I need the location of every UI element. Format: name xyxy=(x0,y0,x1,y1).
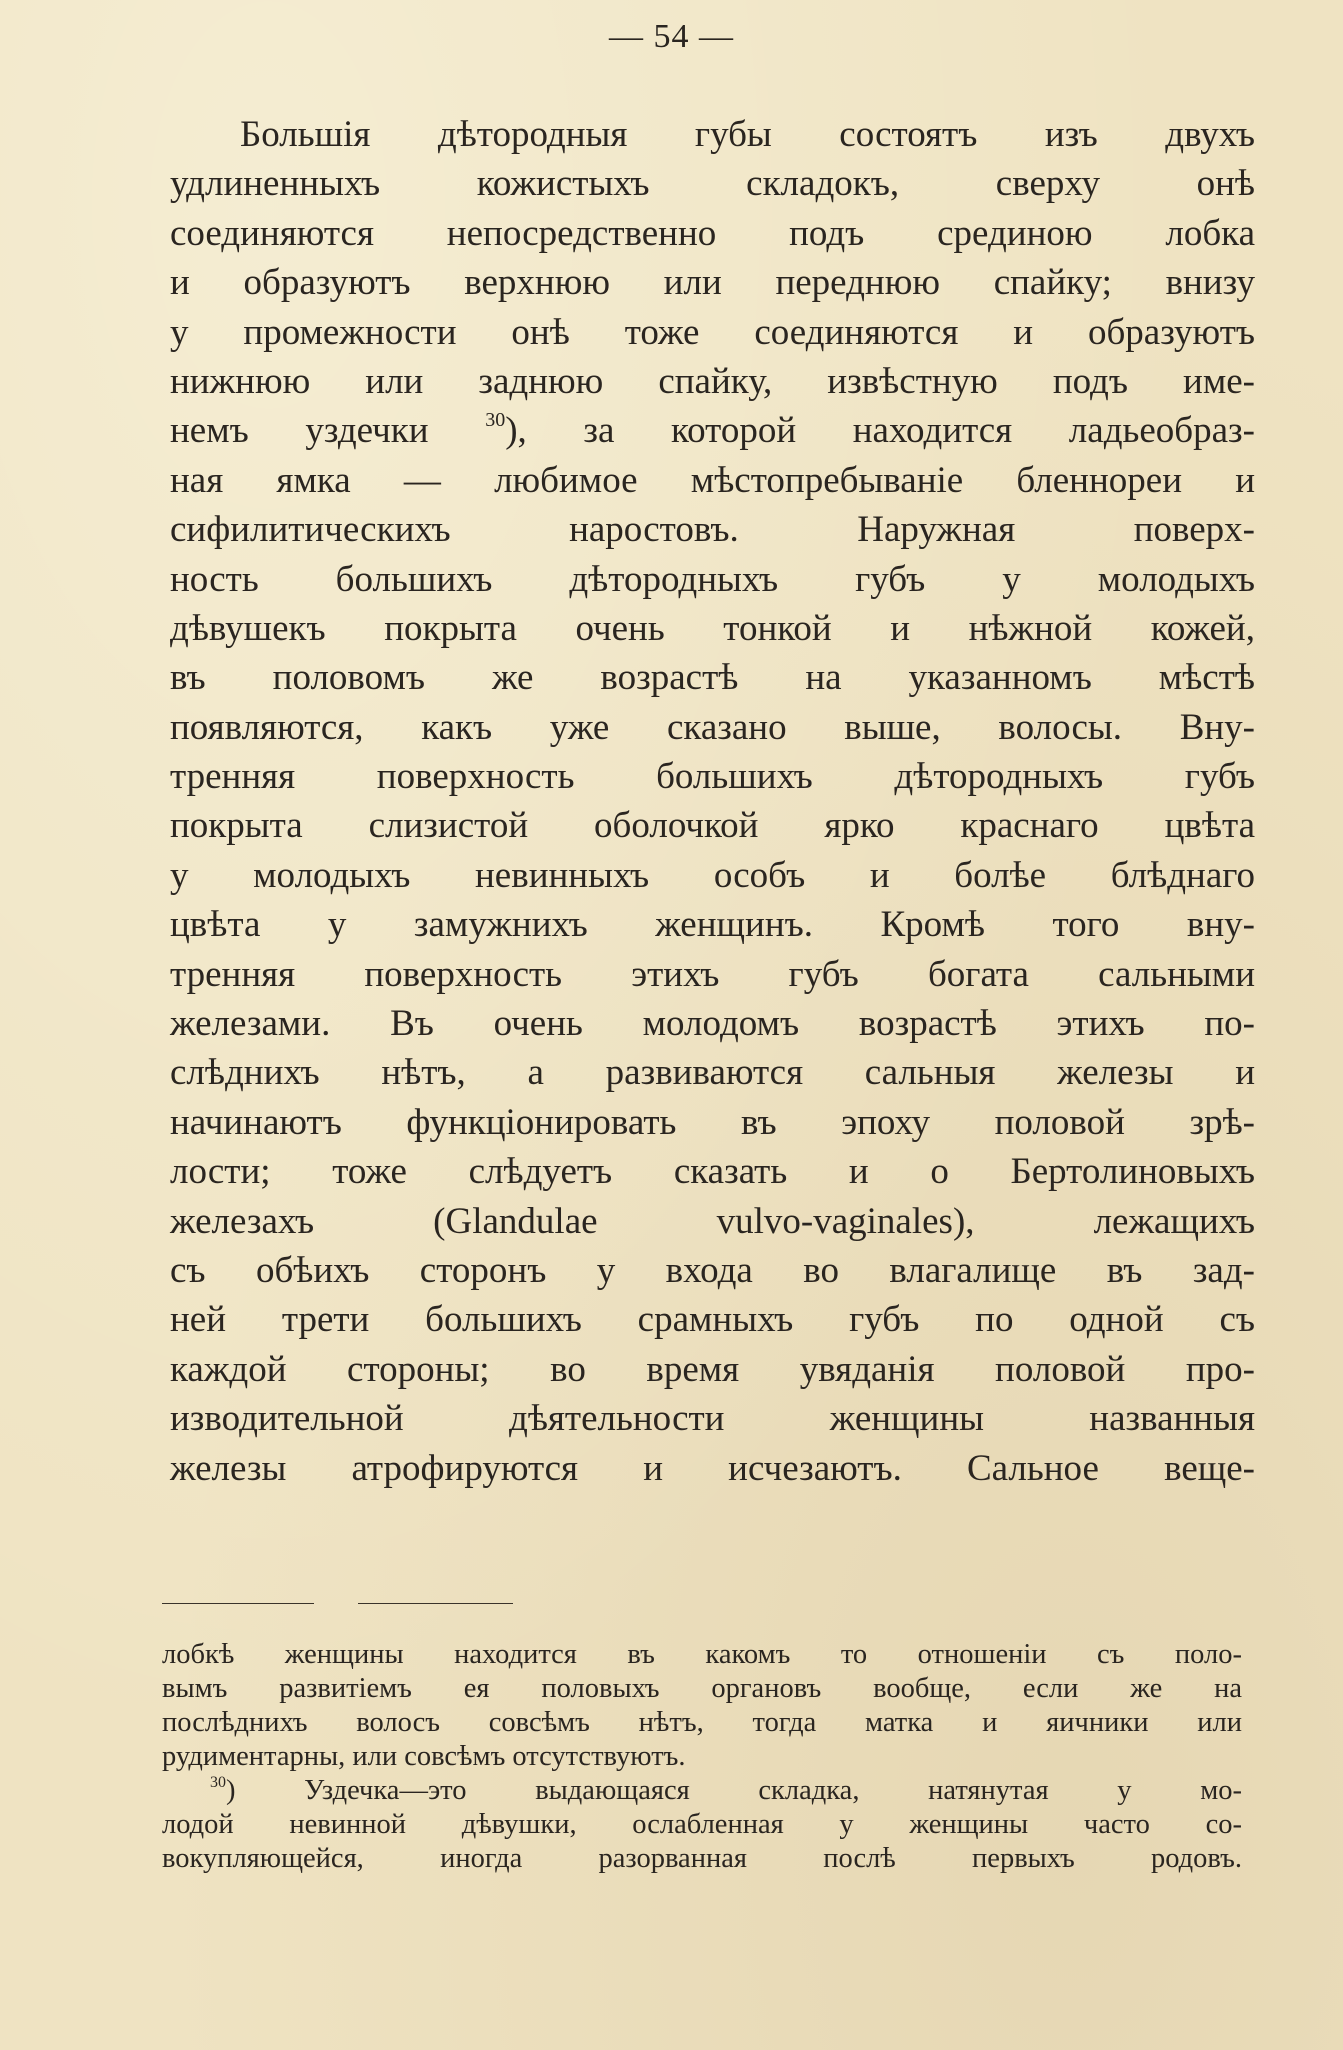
text-line: нижнюю или заднюю спайку, извѣстную подъ име- xyxy=(170,360,1255,402)
text-line: у молодыхъ невинныхъ особъ и болѣе блѣднаго xyxy=(170,854,1255,896)
text-line: въ половомъ же возрастѣ на указанномъ мѣстѣ xyxy=(170,657,1255,699)
text-line: сифилитическихъ наростовъ. Наружная поверх- xyxy=(170,509,1255,551)
text-line: покрыта слизистой оболочкой ярко краснаго цвѣта xyxy=(170,805,1255,847)
text-fragment: ) Уздечка—это выдающаяся складка, натянутая у мо- xyxy=(226,1775,1242,1806)
text-line: Большія дѣтородныя губы состоятъ изъ двухъ xyxy=(240,114,1255,155)
text-line: ней трети большихъ срамныхъ губъ по одной съ xyxy=(170,1299,1255,1341)
text-line: железахъ (Glandulae vulvo-vaginales), лежащихъ xyxy=(170,1200,1255,1242)
text-line: начинаютъ функціонировать въ эпоху половой зрѣ- xyxy=(170,1101,1255,1143)
footnote-divider xyxy=(162,1603,314,1604)
text-line: и образуютъ верхнюю или переднюю спайку; внизу xyxy=(170,262,1255,304)
text-line: соединяются непосредственно подъ срединою лобка xyxy=(170,212,1255,254)
text-line: слѣднихъ нѣтъ, а развиваются сальныя железы и xyxy=(170,1052,1255,1094)
footnote-line: послѣднихъ волосъ совсѣмъ нѣтъ, тогда матка и яичники или xyxy=(162,1707,1242,1738)
footnote-line: вокупляющейся, иногда разорванная послѣ первыхъ родовъ. xyxy=(162,1843,1242,1874)
text-line: железы атрофируются и исчезаютъ. Сальное веще- xyxy=(170,1447,1255,1489)
footnote-line: вымъ развитіемъ ея половыхъ органовъ вообще, если же на xyxy=(162,1673,1242,1704)
footnote-line: лобкѣ женщины находится въ какомъ то отношеніи съ поло- xyxy=(162,1639,1242,1670)
text-line: цвѣта у замужнихъ женщинъ. Кромѣ того вну- xyxy=(170,904,1255,946)
footnotes xyxy=(162,1638,1242,1876)
text-fragment: немъ уздечки xyxy=(170,410,429,452)
text-line: ная ямка — любимое мѣстопребываніе бленнореи и xyxy=(170,459,1255,501)
text-line: дѣвушекъ покрыта очень тонкой и нѣжной кожей, xyxy=(170,607,1255,649)
footnote-line: рудиментарны, или совсѣмъ отсутствуютъ. xyxy=(162,1741,686,1772)
text-line: изводительной дѣятельности женщины названныя xyxy=(170,1398,1255,1440)
text-line: съ обѣихъ сторонъ у входа во влагалище въ зад- xyxy=(170,1249,1255,1291)
text-line: удлиненныхъ кожистыхъ складокъ, сверху онѣ xyxy=(170,163,1255,205)
text-line: ность большихъ дѣтородныхъ губъ у молодыхъ xyxy=(170,558,1255,600)
footnote-line: лодой невинной дѣвушки, ослабленная у женщины часто со- xyxy=(162,1809,1242,1840)
main-paragraph xyxy=(170,110,1255,1493)
footnote-number: 30 xyxy=(210,1774,226,1791)
text-line: железами. Въ очень молодомъ возрастѣ этихъ по- xyxy=(170,1003,1255,1045)
footnote-reference: 30 xyxy=(485,409,506,432)
page-number: — 54 — xyxy=(609,18,734,55)
text-line: тренняя поверхность большихъ дѣтородныхъ губъ xyxy=(170,756,1255,798)
text-line: появляются, какъ уже сказано выше, волосы. Вну- xyxy=(170,706,1255,748)
text-line: каждой стороны; во время увяданія половой про- xyxy=(170,1348,1255,1390)
footnote-30-first-line xyxy=(162,1774,1242,1808)
text-line: лости; тоже слѣдуетъ сказать и о Бертолиновыхъ xyxy=(170,1151,1255,1193)
text-fragment: ), за которой находится ладьеобраз- xyxy=(505,410,1255,452)
text-line-with-footnote-ref xyxy=(170,406,1255,455)
footnote-divider xyxy=(358,1603,513,1604)
text-line: тренняя поверхность этихъ губъ богата сальными xyxy=(170,953,1255,995)
text-line: у промежности онѣ тоже соединяются и образуютъ xyxy=(170,311,1255,353)
